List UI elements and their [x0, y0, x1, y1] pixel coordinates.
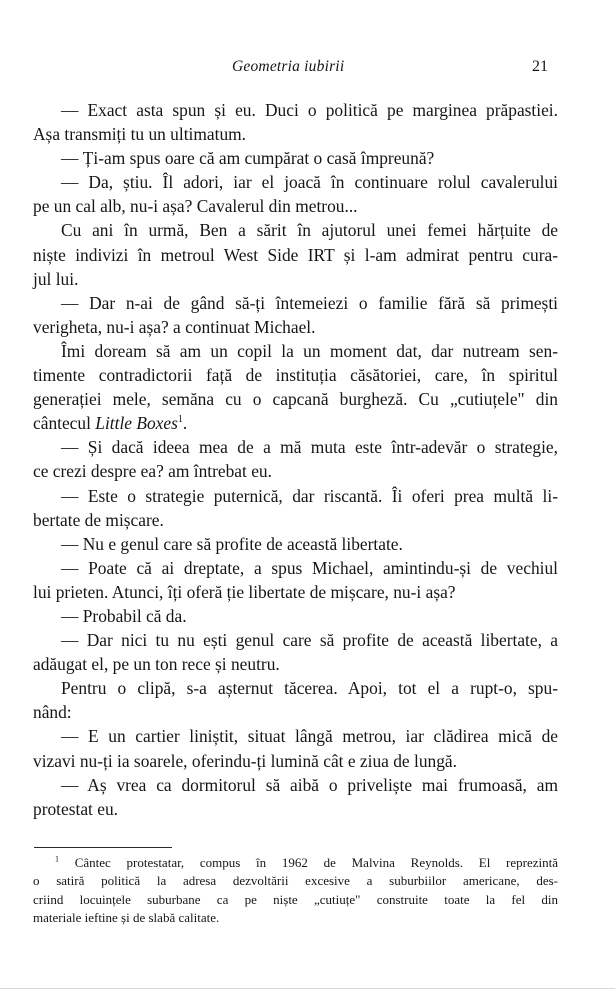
- text-line: — Da, știu. Îl adori, iar el joacă în continuare rolul cavalerului: [61, 172, 558, 193]
- text-line: — Dar n-ai de gând să-ți întemeiezi o familie fără să primești: [61, 292, 558, 313]
- text-line: adăugat el, pe un ton rece și neutru.: [33, 654, 280, 675]
- footnote-text: Cântec protestatar, compus în 1962 de Malvina Reynolds. El reprezintă: [74, 855, 558, 870]
- text-line: lui prieten. Atunci, îți oferă ție libertate de mișcare, nu-i așa?: [33, 581, 456, 602]
- text-line: [33, 411, 558, 435]
- text-fragment: cântecul: [33, 413, 91, 434]
- text-line: Pentru o clipă, s-a așternut tăcerea. Apoi, tot el a rupt-o, spu-: [61, 678, 558, 699]
- footnote-line: materiale ieftine și de slabă calitate.: [33, 909, 220, 925]
- text-line: — Nu e genul care să profite de această libertate.: [61, 533, 403, 554]
- text-line: Îmi doream să am un copil la un moment dat, dar nutream sen-: [61, 340, 558, 361]
- footnote-line: [33, 854, 558, 872]
- song-title: Little Boxes: [95, 413, 178, 434]
- footnote-line: criind locuințele suburbane ca pe niște „cutiuțe" construite toate la fel din: [33, 891, 558, 907]
- text-line: bertate de mișcare.: [33, 509, 164, 530]
- body-text: [33, 98, 558, 821]
- text-line: niște indivizi în metroul West Side IRT și l-am admirat pentru cura-: [33, 244, 558, 265]
- text-line: — Poate că ai dreptate, a spus Michael, amintindu-și de vechiul: [61, 557, 558, 578]
- page-header: [0, 58, 615, 84]
- running-title: Geometria iubirii: [232, 58, 345, 75]
- text-line: — Dar nici tu nu ești genul care să profite de această libertate, a: [61, 630, 558, 651]
- text-line: vizavi nu-ți ia soarele, oferindu-ți lumină cât e ziua de lungă.: [33, 750, 457, 771]
- text-line: — Ți-am spus oare că am cumpărat o casă împreună?: [61, 148, 435, 169]
- page-number: 21: [532, 58, 548, 75]
- text-line: ce crezi despre ea? am întrebat eu.: [33, 461, 272, 482]
- text-line: jul lui.: [33, 268, 79, 289]
- footnote: [33, 854, 558, 927]
- text-line: protestat eu.: [33, 798, 118, 819]
- text-line: verigheta, nu-i așa? a continuat Michael.: [33, 316, 316, 337]
- text-line: timente contradictorii față de instituția căsătoriei, care, în spiritul: [33, 365, 558, 386]
- footnote-ref: 1: [177, 414, 183, 426]
- footnote-marker: 1: [55, 854, 59, 864]
- text-line: — Probabil că da.: [61, 605, 187, 626]
- text-line: — Și dacă ideea mea de a mă muta este într-adevăr o strategie,: [61, 437, 558, 458]
- text-line: generației mele, semăna cu o capcană burgheză. Cu „cutiuțele" din: [33, 389, 558, 410]
- footnote-separator: [34, 847, 172, 848]
- text-line: — Este o strategie puternică, dar riscantă. Îi oferi prea multă li-: [61, 485, 558, 506]
- text-fragment: .: [182, 413, 188, 434]
- text-line: — Exact asta spun și eu. Duci o politică pe marginea prăpastiei.: [61, 100, 558, 120]
- text-line: Așa transmiți tu un ultimatum.: [33, 124, 247, 145]
- text-line: Cu ani în urmă, Ben a sărit în ajutorul unei femei hărțuite de: [61, 220, 558, 241]
- text-line: — Aș vrea ca dormitorul să aibă o priveliște mai frumoasă, am: [61, 774, 558, 795]
- footnote-line: o satiră politică la adresa dezvoltării excesive a suburbiilor americane, des-: [33, 873, 558, 889]
- text-line: nând:: [33, 702, 72, 723]
- page-bottom-edge: [0, 988, 615, 989]
- text-line: pe un cal alb, nu-i așa? Cavalerul din metrou...: [33, 196, 358, 217]
- text-line: — E un cartier liniștit, situat lângă metrou, iar clădirea mică de: [61, 726, 558, 747]
